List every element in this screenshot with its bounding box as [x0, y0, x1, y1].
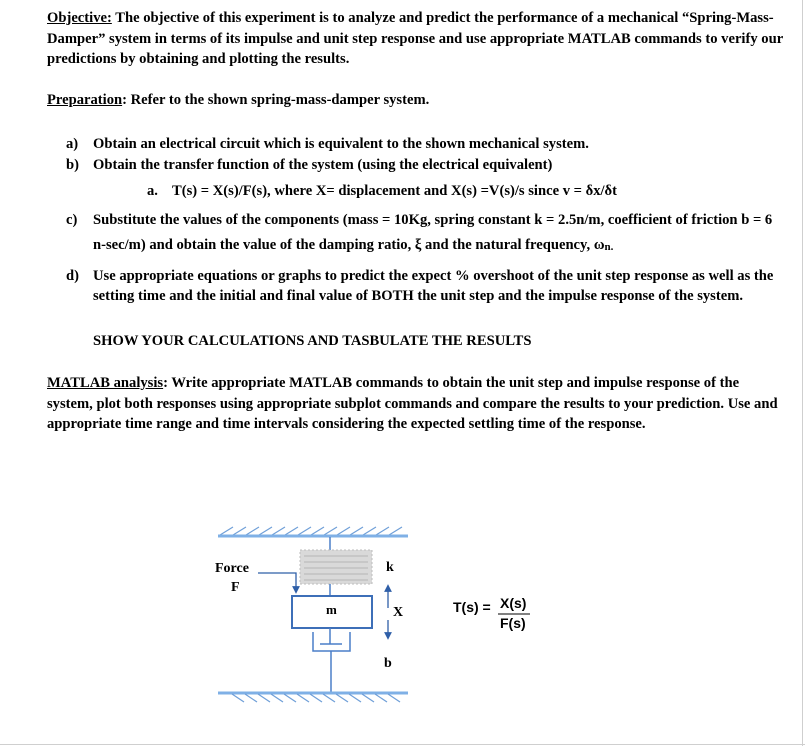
task-list	[47, 134, 787, 307]
page-border-bottom	[0, 744, 805, 745]
mass-label: m	[326, 602, 337, 617]
damper-label: b	[384, 656, 392, 671]
spring-label: k	[386, 560, 394, 575]
transfer-function-lhs: T(s) =	[453, 599, 491, 615]
objective-heading: Objective:	[47, 10, 112, 26]
task-text: T(s) = X(s)/F(s), where X= displacement and X(s) =V(s)/s since v = δx/δt	[172, 183, 617, 199]
task-subitem-a	[93, 181, 787, 202]
objective-paragraph	[47, 8, 787, 70]
task-item-b	[47, 155, 787, 202]
task-label: a.	[147, 183, 158, 199]
task-item-c	[47, 208, 787, 260]
task-text: Use appropriate equations or graphs to predict the expect % overshoot of the unit step response as well as the setting time and the initial and final value of BOTH the unit step and the impulse response of the system.	[93, 267, 774, 304]
task-text: Substitute the values of the components (mass = 10Kg, spring constant k = 2.5n/m, coefficient of friction b = 6 n-sec/m) and obtain the value of the damping ratio, ξ and the natural frequency, ω	[93, 211, 773, 253]
transfer-function-denominator: F(s)	[500, 615, 526, 631]
omega-subscript: n.	[604, 240, 614, 253]
preparation-paragraph	[47, 90, 787, 111]
task-label: d)	[66, 267, 79, 284]
objective-text: The objective of this experiment is to analyze and predict the performance of a mechanical “Spring-Mass-Damper” system in terms of its impulse and unit step response and use appropriate MATLAB commands to verify our predictions by obtaining and plotting the results.	[47, 10, 783, 67]
task-text: Obtain the transfer function of the system (using the electrical equivalent)	[93, 156, 553, 173]
force-label: Force	[215, 561, 249, 576]
bottom-wall-hatch	[232, 694, 400, 702]
transfer-function-numerator: X(s)	[500, 595, 527, 611]
task-label: b)	[66, 156, 79, 173]
page-border-right	[802, 0, 803, 746]
matlab-text: : Write appropriate MATLAB commands to obtain the unit step and impulse response of the system, plot both responses using appropriate subplot commands and compare the results to your prediction. Use and appropriate time range and time intervals considering the expected settling time of the response.	[47, 375, 778, 432]
displacement-label: X	[393, 605, 404, 620]
damper-cylinder	[313, 632, 350, 651]
force-symbol: F	[231, 580, 240, 595]
task-label: a)	[66, 136, 79, 152]
preparation-heading: Preparation	[47, 91, 123, 108]
show-calculations-note: SHOW YOUR CALCULATIONS AND TASBULATE THE RESULTS	[93, 332, 532, 349]
preparation-text: : Refer to the shown spring-mass-damper system.	[122, 91, 430, 108]
document-body	[47, 8, 787, 435]
task-text: Obtain an electrical circuit which is equivalent to the shown mechanical system.	[93, 136, 589, 152]
spring-mass-damper-diagram	[200, 516, 600, 716]
force-arrow	[258, 573, 296, 590]
task-item-d	[47, 266, 787, 307]
task-item-a	[47, 134, 787, 155]
matlab-paragraph	[47, 373, 787, 435]
matlab-heading: MATLAB analysis	[47, 375, 164, 391]
task-label: c)	[66, 211, 78, 228]
top-wall-hatch	[220, 527, 402, 535]
spring	[300, 550, 372, 584]
